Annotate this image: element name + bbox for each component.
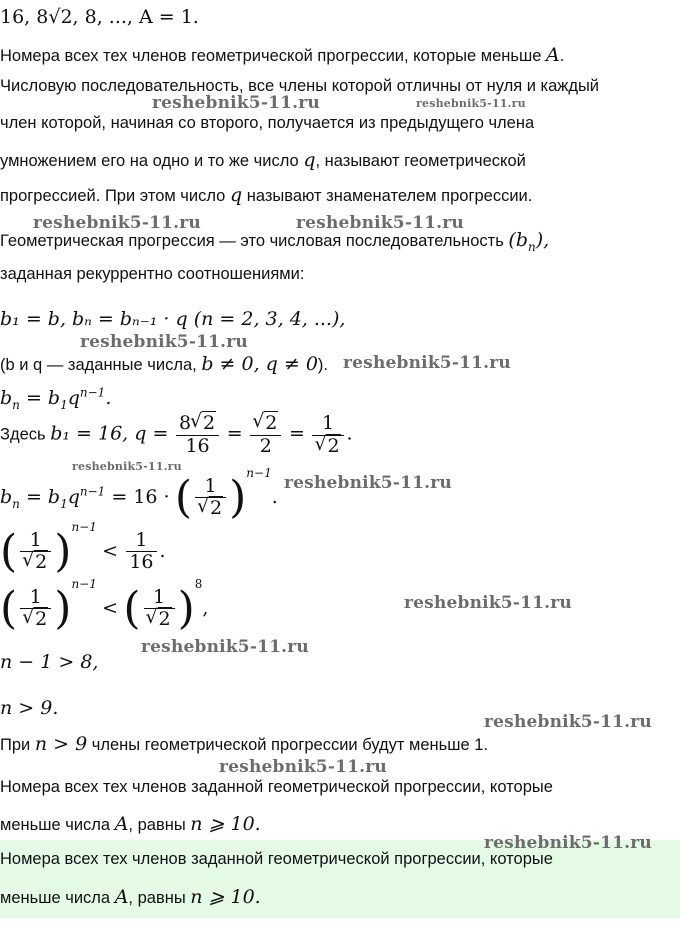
condition-text-a: (b и q — заданные числа,: [0, 356, 202, 374]
fraction-1-sqrt2-e: [144, 587, 175, 632]
def-text-5: Геометрическая прогрессия — это числовая последовательность: [0, 232, 509, 250]
nth-b: b: [0, 387, 13, 410]
watermark: reshebnik5-11.ru: [80, 332, 248, 352]
answer-text-1: Номера всех тех членов заданной геометрической прогрессии, которые: [0, 850, 553, 868]
watermark: reshebnik5-11.ru: [284, 473, 452, 493]
watermark: reshebnik5-11.ru: [343, 353, 511, 373]
exponent-8: 8: [194, 577, 203, 591]
fraction-1-sqrt2-c: [20, 530, 51, 575]
watermark: reshebnik5-11.ru: [416, 97, 526, 110]
result-var-a: A: [114, 813, 129, 835]
watermark: reshebnik5-11.ru: [152, 93, 320, 113]
answer-math: n ⩾ 10.: [190, 886, 261, 908]
definition-line-6: [0, 265, 304, 284]
result-line-1: [0, 778, 553, 797]
def5-b: (b: [508, 229, 528, 251]
here-line: Здесь b₁ = 16, q = $\frac{8√ 2}{16}$ = √ $\frac{2}{2}$ = 1 √ 2 .: [0, 413, 353, 458]
def-text-4b: называют знаменателем прогрессии.: [242, 187, 533, 205]
less-than-2: <: [102, 597, 119, 619]
def-text-6: заданная рекуррентно соотношениями:: [0, 265, 305, 283]
sqrt-two: 2: [203, 412, 216, 434]
inequality-4: [0, 697, 58, 720]
conclusion-line: [0, 733, 488, 755]
watermark: reshebnik5-11.ru: [484, 712, 652, 732]
numerator-1b: 1: [195, 476, 226, 499]
watermark: reshebnik5-11.ru: [141, 637, 309, 657]
result-text-2a: меньше числа: [0, 816, 115, 834]
numerator-1d: 1: [126, 530, 156, 553]
when-b: члены геометрической прогрессии будут меньше 1.: [87, 736, 489, 754]
sequence-text: 16, 8√2, 8, ..., A = 1.: [0, 6, 199, 28]
result-text-2b: , равны: [128, 816, 191, 834]
result-text-1: Номера всех тех членов заданной геометрической прогрессии, которые: [0, 778, 553, 796]
fraction-1-16: [126, 530, 156, 575]
ineq4-text: n > 9.: [0, 697, 59, 719]
sequence-line: [0, 6, 199, 29]
sqrt-two-6: 2: [35, 608, 48, 631]
when-math: n > 9: [34, 733, 88, 755]
when-a: При: [0, 736, 35, 754]
answer-text-2b: , равны: [128, 889, 191, 907]
def-text-2: член которой, начиная со второго, получается из предыдущего члена: [0, 114, 535, 132]
exponent-n1-b: n−1: [71, 520, 97, 534]
less-than: <: [102, 540, 119, 562]
sqrt-two-2: 2: [265, 412, 278, 434]
watermark: reshebnik5-11.ru: [33, 213, 201, 233]
result-math: n ⩾ 10.: [190, 813, 261, 835]
numerator-1c: 1: [20, 530, 51, 553]
answer-var-a: A: [114, 886, 129, 908]
ineq3-text: n − 1 > 8,: [0, 651, 99, 673]
exponent-n1-c: n−1: [71, 577, 97, 591]
def-text-3a: умножением его на одно и то же число: [0, 152, 304, 170]
numerator-1: 1: [312, 413, 343, 436]
fraction-1-sqrt2-b: [195, 476, 226, 521]
inequality-1: ( 1 √ 2 )$^{n-1}$ < $\frac{1}{16}$ .: [0, 520, 166, 574]
sqrt-two-5: 2: [35, 551, 48, 574]
task-var: A: [545, 44, 560, 66]
task-title-text: Номера всех тех членов геометрической прогрессии, которые меньше: [0, 47, 546, 65]
answer-line-1: [0, 850, 553, 869]
fraction-8sqrt2-16: [176, 413, 219, 458]
numerator-1e: 1: [20, 587, 51, 610]
exponent-n1: n−1: [246, 466, 272, 480]
def5-end: ),: [535, 229, 550, 251]
sqrt-two-4: 2: [210, 497, 223, 520]
answer-line-2: [0, 886, 261, 908]
coef-8: 8: [178, 412, 192, 434]
here-math: b₁ = 16, q =: [50, 422, 169, 445]
condition-text-b: ).: [317, 356, 329, 374]
denominator-2: 2: [259, 434, 272, 457]
nth-term-formula: $b_n = b_1q^{n-1}$.: [0, 386, 112, 413]
task-title: Номера всех тех членов геометрической прогрессии, которые меньше A.: [0, 44, 565, 66]
watermark: reshebnik5-11.ru: [296, 213, 464, 233]
condition-line: [0, 353, 328, 375]
here-word: Здесь: [0, 425, 51, 444]
watermark: reshebnik5-11.ru: [404, 593, 572, 613]
sixteen-dot: = 16 ·: [111, 486, 170, 508]
sqrt-two-3: 2: [327, 434, 340, 457]
answer-text-2a: меньше числа: [0, 889, 115, 907]
denominator-16b: 16: [129, 551, 154, 574]
inequality-3: [0, 651, 98, 674]
def5-sub: n: [527, 239, 536, 254]
sqrt-two-7: 2: [158, 608, 171, 631]
bn-expression: $b_n = b_1q^{n-1} = 16$ · ( 1 √ 2 )$^{n-1}$.: [0, 466, 278, 520]
denominator-16: 16: [185, 434, 210, 457]
recurrence-formula: [0, 308, 345, 331]
definition-line-3: [0, 149, 526, 171]
def-var-q2: q: [229, 184, 243, 206]
fraction-1-sqrt2-d: [20, 587, 51, 632]
recurrence-text: b₁ = b, bₙ = bₙ₋₁ · q (n = 2, 3, 4, ...),: [0, 308, 346, 330]
def-text-1: Числовую последовательность, все члены которой отличны от нуля и каждый: [0, 77, 600, 95]
condition-math: b ≠ 0, q ≠ 0: [201, 353, 318, 375]
watermark: reshebnik5-11.ru: [219, 757, 387, 777]
def-text-4a: прогрессией. При этом число: [0, 187, 230, 205]
watermark: reshebnik5-11.ru: [72, 460, 182, 473]
numerator-1f: 1: [144, 587, 175, 610]
inequality-2: ( 1 √ 2 )$^{n-1}$ < ( 1 √ 2 )$^8$,: [0, 577, 208, 631]
definition-line-4: [0, 184, 532, 206]
fraction-sqrt2-2: [250, 413, 281, 458]
watermark: reshebnik5-11.ru: [484, 833, 652, 853]
definition-line-2: [0, 114, 534, 133]
def-text-3b: , называют геометрической: [315, 152, 526, 170]
fraction-1-sqrt2: [312, 413, 343, 458]
def-var-q: q: [303, 149, 316, 171]
result-line-2: [0, 813, 261, 835]
